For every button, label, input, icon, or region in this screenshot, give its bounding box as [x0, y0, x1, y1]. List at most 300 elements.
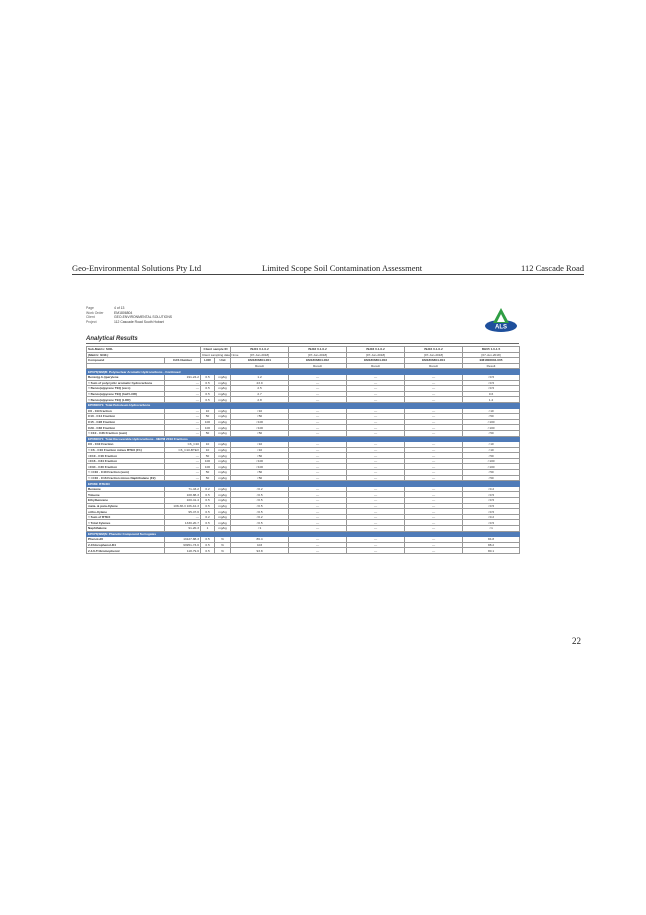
value-cell: —: [405, 414, 463, 420]
value-cell: —: [347, 520, 405, 526]
als-logo: [483, 306, 519, 336]
cas-cell: —: [165, 386, 201, 392]
value-cell: —: [289, 391, 347, 397]
cas-cell: —: [165, 458, 201, 464]
value-cell: —: [405, 453, 463, 459]
compound-cell: ^ Benzo(a)pyrene TEQ (half LOR): [87, 391, 165, 397]
value-cell: —: [289, 414, 347, 420]
header-company: Geo-Environmental Solutions Pty Ltd: [72, 263, 202, 273]
value-cell: <10: [231, 442, 289, 448]
value-cell: <0.5: [463, 520, 520, 526]
lor-cell: 0.5: [201, 542, 215, 548]
cas-col-header: CAS Number: [165, 358, 201, 364]
value-cell: —: [347, 447, 405, 453]
value-cell: <50: [231, 475, 289, 481]
value-cell: —: [405, 470, 463, 476]
sample-id-cell: BH05 1.0-1.5: [463, 347, 520, 353]
value-cell: —: [289, 514, 347, 520]
cas-cell: —: [165, 464, 201, 470]
value-cell: —: [289, 453, 347, 459]
value-cell: —: [405, 509, 463, 515]
client-id-label: Client sample ID: [201, 347, 231, 353]
value-cell: <1: [231, 526, 289, 532]
lor-cell: 100: [201, 458, 215, 464]
compound-cell: C29 - C36 Fraction: [87, 425, 165, 431]
value-cell: 103: [231, 542, 289, 548]
lab-id-cell: EM1806804-004: [405, 358, 463, 364]
sample-id-cell: BH02 0.1-0.2: [289, 347, 347, 353]
value-cell: <50: [463, 414, 520, 420]
cas-cell: 71-43-2: [165, 486, 201, 492]
value-cell: <0.2: [463, 514, 520, 520]
value-cell: —: [289, 374, 347, 380]
lor-cell: 0.5: [201, 386, 215, 392]
sample-date-cell: [07-Jun-2018]: [463, 352, 520, 358]
sample-date-cell: [07-Jun-2018]: [289, 352, 347, 358]
unit-cell: mg/kg: [215, 430, 231, 436]
value-cell: —: [347, 475, 405, 481]
value-cell: —: [289, 380, 347, 386]
compound-cell: Benzene: [87, 486, 165, 492]
value-cell: <0.5: [231, 509, 289, 515]
value-cell: —: [405, 514, 463, 520]
value-cell: —: [347, 414, 405, 420]
lor-cell: 50: [201, 470, 215, 476]
cas-cell: 93951-73-6: [165, 542, 201, 548]
value-cell: —: [289, 537, 347, 543]
sample-date-cell: [07-Jun-2018]: [231, 352, 289, 358]
lor-cell: 0.5: [201, 509, 215, 515]
compound-cell: ^ Sum of polycyclic aromatic hydrocarbons: [87, 380, 165, 386]
value-cell: 84.8: [463, 537, 520, 543]
value-cell: —: [347, 458, 405, 464]
unit-cell: mg/kg: [215, 520, 231, 526]
unit-cell: mg/kg: [215, 419, 231, 425]
section-title: EP075(SIM)B: Polynuclear Aromatic Hydrocarbons - Continued: [87, 369, 520, 375]
lor-cell: 0.5: [201, 537, 215, 543]
value-cell: —: [347, 526, 405, 532]
cas-cell: —: [165, 453, 201, 459]
value-cell: <100: [463, 464, 520, 470]
value-cell: —: [405, 408, 463, 414]
lor-cell: 100: [201, 464, 215, 470]
value-cell: —: [289, 419, 347, 425]
unit-cell: mg/kg: [215, 391, 231, 397]
cas-cell: —: [165, 380, 201, 386]
value-cell: —: [289, 486, 347, 492]
value-cell: —: [405, 458, 463, 464]
cas-cell: —: [165, 475, 201, 481]
unit-col-header: Unit: [215, 358, 231, 364]
unit-cell: %: [215, 548, 231, 554]
value-cell: —: [405, 447, 463, 453]
unit-cell: mg/kg: [215, 380, 231, 386]
compound-cell: C10 - C14 Fraction: [87, 414, 165, 420]
section-title: EP080: BTEXN: [87, 481, 520, 487]
value-cell: —: [347, 509, 405, 515]
page-header: [72, 263, 584, 275]
page-number: 22: [572, 636, 581, 646]
compound-cell: ^ >C10 - C16 Fraction minus Naphthalene (F2): [87, 475, 165, 481]
meta-value: EM1806804: [114, 310, 133, 315]
unit-cell: mg/kg: [215, 458, 231, 464]
value-cell: <100: [231, 464, 289, 470]
sample-id-cell: BH03 0.1-0.2: [347, 347, 405, 353]
value-cell: —: [289, 492, 347, 498]
value-cell: 93.8: [231, 548, 289, 554]
result-row: [87, 548, 520, 554]
value-cell: —: [289, 425, 347, 431]
meta-key: Work Order: [86, 310, 104, 315]
lor-cell: 0.5: [201, 380, 215, 386]
lor-cell: 0.5: [201, 503, 215, 509]
section-title: EP080/071: Total Recoverable Hydrocarbons - NEPM 2013 Fractions: [87, 436, 520, 442]
lor-col-header: LOR: [201, 358, 215, 364]
value-cell: —: [289, 475, 347, 481]
unit-cell: mg/kg: [215, 503, 231, 509]
section-title: EP080/071: Total Petroleum Hydrocarbons: [87, 402, 520, 408]
lab-id-cell: EM1806804-005: [463, 358, 520, 364]
value-cell: <50: [231, 414, 289, 420]
value-cell: 2.7: [231, 391, 289, 397]
compound-cell: ^ Total Xylenes: [87, 520, 165, 526]
value-cell: <0.5: [463, 509, 520, 515]
value-cell: —: [405, 486, 463, 492]
value-cell: —: [289, 520, 347, 526]
analytical-results-title: Analytical Results: [86, 336, 138, 342]
cas-cell: —: [165, 408, 201, 414]
value-cell: —: [405, 548, 463, 554]
cas-cell: 13127-88-3: [165, 537, 201, 543]
value-cell: <100: [463, 458, 520, 464]
compound-cell: ^ Benzo(a)pyrene TEQ (zero): [87, 386, 165, 392]
value-cell: —: [289, 464, 347, 470]
cas-cell: —: [165, 470, 201, 476]
unit-cell: mg/kg: [215, 509, 231, 515]
meta-value: 4 of 13: [114, 306, 125, 310]
value-cell: —: [347, 386, 405, 392]
matrix-sub-label: (Matrix: SOIL): [87, 352, 201, 358]
cas-cell: —: [165, 391, 201, 397]
cas-cell: 1330-20-7: [165, 520, 201, 526]
compound-cell: ^ >C10 - C40 Fraction (sum): [87, 470, 165, 476]
value-cell: <50: [231, 470, 289, 476]
value-cell: <0.2: [463, 486, 520, 492]
value-cell: <100: [231, 419, 289, 425]
value-cell: <50: [463, 430, 520, 436]
value-cell: —: [289, 526, 347, 532]
cas-cell: 118-79-6: [165, 548, 201, 554]
value-cell: <0.5: [231, 498, 289, 504]
value-cell: —: [405, 386, 463, 392]
cas-cell: —: [165, 425, 201, 431]
value-cell: <100: [463, 419, 520, 425]
results-table: [86, 346, 520, 554]
value-cell: —: [289, 458, 347, 464]
meta-value: 112 Cascade Road South Hobart: [114, 319, 164, 324]
value-cell: 86.4: [231, 537, 289, 543]
value-cell: —: [347, 425, 405, 431]
lor-cell: 0.5: [201, 548, 215, 554]
meta-key: Page: [86, 306, 94, 310]
value-cell: —: [405, 542, 463, 548]
value-cell: —: [347, 492, 405, 498]
datetime-label: Client sampling date / time: [202, 352, 239, 357]
unit-cell: %: [215, 537, 231, 543]
compound-cell: ^ Sum of BTEX: [87, 514, 165, 520]
value-cell: 88.2: [463, 542, 520, 548]
value-cell: <0.5: [463, 374, 520, 380]
value-cell: —: [289, 548, 347, 554]
cas-cell: C6_C10-BTEX: [165, 447, 201, 453]
value-cell: —: [405, 498, 463, 504]
compound-cell: 2.4.6-Tribromophenol: [87, 548, 165, 554]
lor-cell: 10: [201, 447, 215, 453]
unit-cell: mg/kg: [215, 442, 231, 448]
value-cell: <1: [463, 526, 520, 532]
value-cell: —: [289, 447, 347, 453]
compound-cell: Benzo(g.h.i)perylene: [87, 374, 165, 380]
lor-cell: 0.5: [201, 391, 215, 397]
cas-cell: 108-88-3: [165, 492, 201, 498]
value-cell: <0.5: [231, 520, 289, 526]
value-cell: 80.1: [463, 548, 520, 554]
value-cell: —: [289, 498, 347, 504]
compound-cell: >C16 - C34 Fraction: [87, 458, 165, 464]
meta-row: [86, 320, 172, 325]
value-cell: —: [289, 386, 347, 392]
value-cell: —: [289, 430, 347, 436]
compound-cell: meta- & para-Xylene: [87, 503, 165, 509]
matrix-label: Sub-Matrix: SOIL: [87, 347, 201, 353]
value-cell: —: [347, 408, 405, 414]
value-cell: —: [347, 486, 405, 492]
lor-cell: 100: [201, 425, 215, 431]
meta-value: GEO-ENVIRONMENTAL SOLUTIONS: [114, 315, 173, 320]
value-cell: —: [347, 542, 405, 548]
lab-id-cell: EM1806804-003: [347, 358, 405, 364]
compound-cell: Phenol-d6: [87, 537, 165, 543]
compound-cell: Toluene: [87, 492, 165, 498]
value-cell: —: [347, 498, 405, 504]
value-cell: —: [347, 503, 405, 509]
lor-cell: 50: [201, 414, 215, 420]
unit-cell: mg/kg: [215, 447, 231, 453]
value-cell: <100: [463, 425, 520, 431]
value-cell: <0.5: [463, 503, 520, 509]
value-cell: —: [347, 537, 405, 543]
compound-cell: >C34 - C40 Fraction: [87, 464, 165, 470]
lor-cell: 0.5: [201, 492, 215, 498]
unit-cell: mg/kg: [215, 470, 231, 476]
value-cell: —: [347, 470, 405, 476]
value-cell: —: [347, 442, 405, 448]
compound-cell: >C10 - C16 Fraction: [87, 453, 165, 459]
meta-key: Project: [86, 319, 97, 324]
value-cell: —: [405, 492, 463, 498]
cas-cell: 95-47-6: [165, 509, 201, 515]
value-cell: —: [405, 430, 463, 436]
compound-cell: Naphthalene: [87, 526, 165, 532]
lor-cell: 50: [201, 453, 215, 459]
value-cell: —: [405, 526, 463, 532]
value-cell: 1.2: [463, 397, 520, 403]
cas-cell: —: [165, 419, 201, 425]
lab-id-cell: EM1806804-001: [231, 358, 289, 364]
lor-cell: 0.5: [201, 520, 215, 526]
lor-cell: 50: [201, 475, 215, 481]
value-cell: <50: [463, 475, 520, 481]
value-cell: <0.2: [231, 486, 289, 492]
value-cell: <0.5: [463, 498, 520, 504]
value-cell: —: [347, 548, 405, 554]
lor-cell: 1: [201, 526, 215, 532]
value-cell: —: [289, 542, 347, 548]
value-cell: 0.6: [463, 391, 520, 397]
value-cell: —: [347, 430, 405, 436]
value-cell: —: [405, 380, 463, 386]
value-cell: —: [347, 391, 405, 397]
value-cell: <50: [231, 430, 289, 436]
value-cell: —: [289, 442, 347, 448]
unit-cell: mg/kg: [215, 397, 231, 403]
lor-cell: 10: [201, 442, 215, 448]
cas-cell: C6_C10: [165, 442, 201, 448]
value-cell: 1.2: [231, 374, 289, 380]
value-cell: 2.5: [231, 386, 289, 392]
value-cell: —: [347, 453, 405, 459]
value-cell: <0.5: [463, 492, 520, 498]
lor-cell: 100: [201, 419, 215, 425]
value-cell: —: [405, 464, 463, 470]
unit-cell: mg/kg: [215, 386, 231, 392]
value-cell: <10: [231, 408, 289, 414]
value-cell: <0.5: [463, 386, 520, 392]
value-cell: <10: [463, 447, 520, 453]
value-cell: <10: [463, 408, 520, 414]
unit-cell: mg/kg: [215, 475, 231, 481]
result-label-cell: Result: [347, 363, 405, 369]
cas-cell: 91-20-3: [165, 526, 201, 532]
compound-cell: C6 - C10 Fraction: [87, 442, 165, 448]
cas-cell: —: [165, 430, 201, 436]
unit-cell: mg/kg: [215, 492, 231, 498]
lor-cell: 0.5: [201, 374, 215, 380]
unit-cell: %: [215, 542, 231, 548]
lor-cell: 0.2: [201, 486, 215, 492]
value-cell: —: [289, 470, 347, 476]
value-cell: <0.2: [231, 514, 289, 520]
value-cell: <50: [463, 470, 520, 476]
result-label-cell: Result: [463, 363, 520, 369]
unit-cell: mg/kg: [215, 464, 231, 470]
cas-cell: —: [165, 414, 201, 420]
unit-cell: mg/kg: [215, 514, 231, 520]
lor-cell: 0.2: [201, 514, 215, 520]
value-cell: <10: [463, 442, 520, 448]
lor-cell: 0.5: [201, 397, 215, 403]
value-cell: <0.5: [231, 492, 289, 498]
result-label-cell: Result: [405, 363, 463, 369]
value-cell: <100: [231, 425, 289, 431]
header-report-title: Limited Scope Soil Contamination Assessment: [262, 263, 423, 273]
value-cell: —: [405, 442, 463, 448]
value-cell: —: [289, 408, 347, 414]
result-label-cell: Result: [289, 363, 347, 369]
lor-cell: 50: [201, 430, 215, 436]
sample-id-cell: BH01 0.1-0.2: [231, 347, 289, 353]
value-cell: —: [405, 419, 463, 425]
value-cell: —: [347, 397, 405, 403]
lor-cell: 10: [201, 408, 215, 414]
cas-cell: 108-38-3 106-42-3: [165, 503, 201, 509]
lor-cell: 0.5: [201, 498, 215, 504]
unit-cell: mg/kg: [215, 425, 231, 431]
value-cell: —: [405, 503, 463, 509]
value-cell: <10: [231, 447, 289, 453]
report-meta: [86, 306, 172, 324]
compound-cell: C6 - C9 Fraction: [87, 408, 165, 414]
unit-cell: mg/kg: [215, 374, 231, 380]
value-cell: —: [405, 397, 463, 403]
cas-cell: —: [165, 514, 201, 520]
value-cell: —: [405, 425, 463, 431]
unit-cell: mg/kg: [215, 498, 231, 504]
value-cell: —: [347, 464, 405, 470]
value-cell: —: [405, 537, 463, 543]
cas-cell: 100-41-4: [165, 498, 201, 504]
value-cell: <50: [231, 453, 289, 459]
result-label-cell: Result: [231, 363, 289, 369]
cas-cell: —: [165, 397, 201, 403]
value-cell: —: [405, 391, 463, 397]
lab-report-scan: [86, 306, 519, 582]
value-cell: —: [347, 419, 405, 425]
value-cell: —: [347, 380, 405, 386]
compound-cell: ^ C6 - C10 Fraction minus BTEX (F1): [87, 447, 165, 453]
header-address: 112 Cascade Road: [521, 263, 584, 273]
unit-cell: mg/kg: [215, 408, 231, 414]
value-cell: —: [347, 374, 405, 380]
header-rule: [72, 274, 584, 275]
value-cell: —: [405, 374, 463, 380]
value-cell: 23.9: [231, 380, 289, 386]
compound-cell: 2-Chlorophenol-D4: [87, 542, 165, 548]
logo-text: ALS: [495, 324, 507, 331]
unit-cell: mg/kg: [215, 414, 231, 420]
section-title: EP075(SIM)S: Phenolic Compound Surrogates: [87, 531, 520, 537]
value-cell: <100: [231, 458, 289, 464]
value-cell: <0.5: [231, 503, 289, 509]
sample-id-cell: BH04 0.1-0.2: [405, 347, 463, 353]
compound-cell: ^ Benzo(a)pyrene TEQ (LOR): [87, 397, 165, 403]
value-cell: —: [289, 509, 347, 515]
sample-date-cell: [07-Jun-2018]: [347, 352, 405, 358]
title-rule: [86, 343, 519, 344]
value-cell: —: [289, 397, 347, 403]
unit-cell: mg/kg: [215, 526, 231, 532]
value-cell: —: [405, 475, 463, 481]
value-cell: <50: [463, 453, 520, 459]
unit-cell: mg/kg: [215, 453, 231, 459]
meta-key: Client: [86, 315, 95, 320]
compound-col-header: Compound: [87, 358, 165, 364]
value-cell: —: [405, 520, 463, 526]
compound-cell: Ethylbenzene: [87, 498, 165, 504]
compound-cell: ortho-Xylene: [87, 509, 165, 515]
lab-id-cell: EM1806804-002: [289, 358, 347, 364]
value-cell: —: [347, 514, 405, 520]
